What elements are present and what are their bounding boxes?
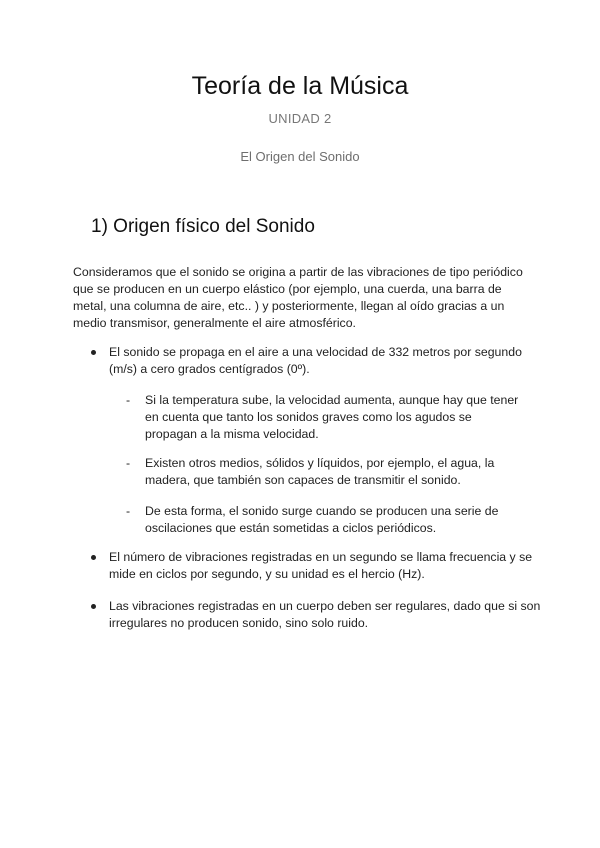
section-heading: 1) Origen físico del Sonido [91, 216, 315, 237]
bullet-text: El sonido se propaga en el aire a una velocidad de 332 metros por segundo (m/s) a cero grados centígrados (0º). [109, 345, 522, 376]
bullet-text: Las vibraciones registradas en un cuerpo deben ser regulares, dado que si son irregulares no producen sonido, sino solo ruido. [109, 599, 541, 630]
sub-list-item-1 [126, 392, 526, 443]
bullet-list-1 [91, 344, 541, 378]
document-subtitle: El Origen del Sonido [240, 149, 360, 164]
bullet-icon [91, 604, 96, 609]
bullet-icon [91, 350, 96, 355]
unit-label: UNIDAD 2 [268, 111, 332, 126]
bullet-list-2 [91, 549, 541, 583]
intro-paragraph: Consideramos que el sonido se origina a partir de las vibraciones de tipo periódico que se producen en un cuerpo elástico (por ejemplo, una cuerda, una barra de metal, una columna de aire, etc.. ) y posteriormente, llegan al oído gracias a un medio transmisor, generalmente el aire atmosférico. [73, 265, 523, 330]
sub-list-item-2 [126, 455, 526, 489]
bullet-icon [91, 555, 96, 560]
dash-icon: - [126, 504, 131, 518]
sub-item-text: Existen otros medios, sólidos y líquidos, por ejemplo, el agua, la madera, que también son capaces de transmitir el sonido. [145, 456, 495, 487]
dash-icon: - [126, 456, 131, 470]
bullet-list-3 [91, 598, 541, 632]
sub-list-item-3 [126, 503, 526, 537]
bullet-text: El número de vibraciones registradas en un segundo se llama frecuencia y se mide en ciclos por segundo, y su unidad es el hercio (Hz). [109, 550, 533, 581]
list-item [126, 503, 526, 537]
document-title: Teoría de la Música [191, 72, 409, 100]
list-item [91, 344, 541, 378]
list-item [126, 455, 526, 489]
dash-icon: - [126, 393, 131, 407]
list-item [91, 549, 541, 583]
sub-item-text: Si la temperatura sube, la velocidad aumenta, aunque hay que tener en cuenta que tanto los sonidos graves como los agudos se propagan a la misma velocidad. [145, 393, 519, 441]
list-item [91, 598, 541, 632]
sub-item-text: De esta forma, el sonido surge cuando se producen una serie de oscilaciones que están sometidas a ciclos periódicos. [145, 504, 499, 535]
list-item [126, 392, 526, 443]
